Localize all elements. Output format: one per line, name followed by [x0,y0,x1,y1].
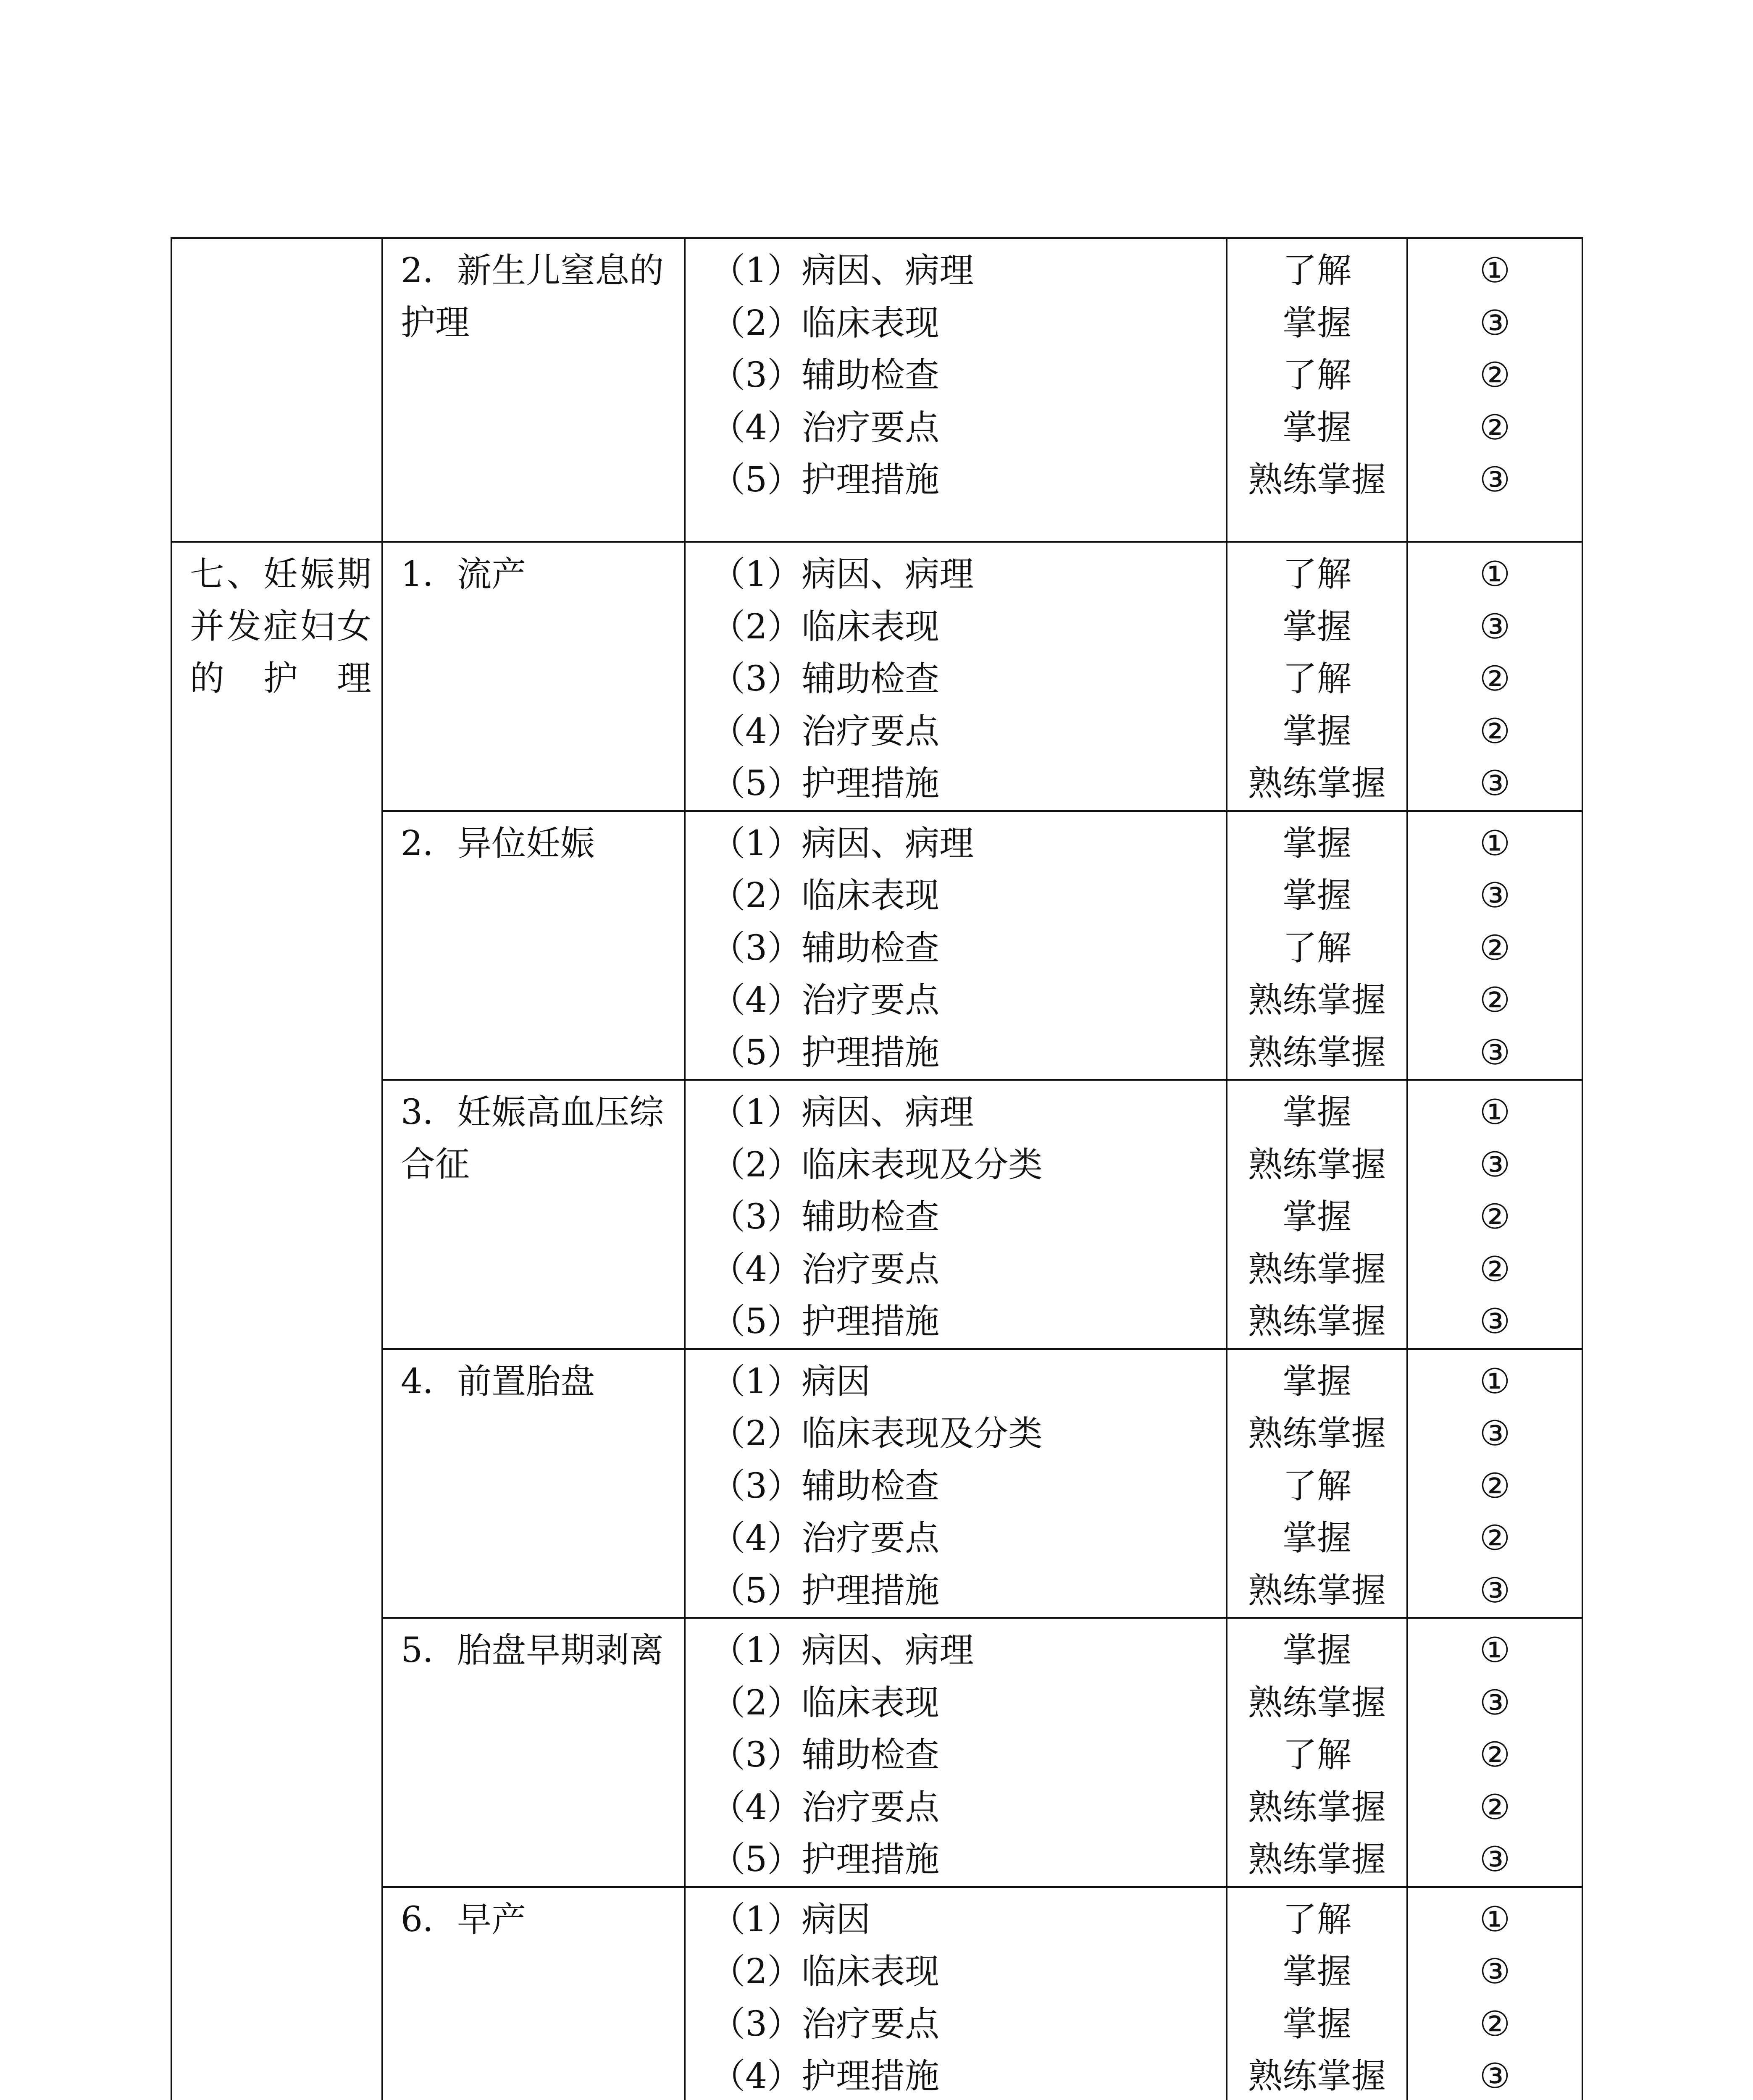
items-cell [685,811,1227,1080]
level-cell [1227,238,1407,542]
content-item: （4）护理措施 [711,2056,940,2096]
items-cell [685,1080,1227,1349]
content-item: （5）护理措施 [711,460,940,500]
requirement-mark: ③ [1479,460,1511,500]
table-row [171,238,1582,542]
level-cell [1227,811,1407,1080]
mastery-level: 熟练掌握 [1248,1787,1386,1827]
mastery-level: 了解 [1282,1735,1351,1775]
content-item: （4）治疗要点 [711,711,940,751]
requirement-mark: ① [1479,554,1511,594]
content-item: （3）辅助检查 [711,1466,940,1506]
requirement-mark: ③ [1479,1570,1511,1611]
mastery-level: 熟练掌握 [1248,1683,1386,1723]
mastery-level: 熟练掌握 [1248,1249,1386,1289]
requirement-mark: ③ [1479,606,1511,647]
content-item: （4）治疗要点 [711,1787,940,1827]
content-item: （4）治疗要点 [711,980,940,1020]
mastery-level: 熟练掌握 [1248,980,1386,1020]
mastery-level: 熟练掌握 [1248,1840,1386,1880]
topic-cell [382,811,685,1080]
requirement-mark: ② [1479,1466,1511,1506]
content-item: （3）辅助检查 [711,659,940,699]
requirement-mark: ③ [1479,1414,1511,1454]
requirement-mark: ③ [1479,1683,1511,1723]
table-row [171,1349,1582,1618]
requirement-mark: ③ [1479,764,1511,803]
content-item: （1）病因、病理 [711,251,974,291]
mastery-level: 掌握 [1282,1952,1351,1992]
section-cell [171,542,382,2100]
level-cell [1227,1887,1407,2100]
topic-cell [382,1618,685,1887]
requirement-mark: ③ [1479,1840,1511,1880]
mastery-level: 掌握 [1282,606,1351,647]
mastery-level: 掌握 [1282,1518,1351,1558]
content-item: （1）病因、病理 [711,554,974,594]
topic-title: 1．流产 [401,554,526,594]
content-item: （3）辅助检查 [711,355,940,395]
content-item: （2）临床表现 [711,1952,940,1992]
requirement-mark: ③ [1479,1032,1511,1073]
requirement-mark: ② [1479,407,1511,448]
topic-title: 5．胎盘早期剥离 [401,1630,664,1670]
items-cell [685,1618,1227,1887]
content-item: （5）护理措施 [711,1570,940,1611]
table-row [171,1080,1582,1349]
items-cell [685,1887,1227,2100]
mastery-level: 熟练掌握 [1248,2056,1386,2096]
mastery-level: 掌握 [1282,1361,1351,1402]
topic-cell [382,542,685,811]
content-item: （2）临床表现 [711,1683,940,1723]
mastery-level: 熟练掌握 [1248,1570,1386,1611]
level-cell [1227,1349,1407,1618]
requirement-mark: ② [1479,1787,1511,1827]
requirement-cell [1407,1618,1582,1887]
content-item: （5）护理措施 [711,1302,940,1341]
mastery-level: 掌握 [1282,1630,1351,1670]
mastery-level: 掌握 [1282,2004,1351,2044]
table-row [171,1618,1582,1887]
table-row [171,1887,1582,2100]
content-item: （2）临床表现 [711,876,940,916]
items-cell [685,238,1227,542]
content-item: （1）病因 [711,1899,871,1940]
mastery-level: 了解 [1282,251,1351,291]
level-cell [1227,1080,1407,1349]
content-item: （4）治疗要点 [711,1249,940,1289]
requirement-cell [1407,1080,1582,1349]
requirement-mark: ③ [1479,2056,1511,2096]
requirement-mark: ① [1479,1092,1511,1132]
content-item: （4）治疗要点 [711,407,940,448]
level-cell [1227,542,1407,811]
requirement-mark: ① [1479,1899,1511,1940]
mastery-level: 了解 [1282,355,1351,395]
mastery-level: 熟练掌握 [1248,460,1386,500]
requirement-mark: ② [1479,2004,1511,2044]
requirement-mark: ② [1479,1735,1511,1775]
requirement-mark: ① [1479,1630,1511,1670]
content-item: （1）病因、病理 [711,1092,974,1132]
requirement-mark: ② [1479,1197,1511,1237]
requirement-cell [1407,1887,1582,2100]
mastery-level: 了解 [1282,928,1351,968]
topic-cell [382,1080,685,1349]
mastery-level: 掌握 [1282,407,1351,448]
mastery-level: 掌握 [1282,876,1351,916]
requirement-mark: ② [1479,1518,1511,1558]
content-item: （3）辅助检查 [711,928,940,968]
topic-cell [382,1887,685,2100]
content-item: （1）病因、病理 [711,823,974,864]
content-item: （3）辅助检查 [711,1197,940,1237]
requirement-mark: ② [1479,1249,1511,1289]
mastery-level: 了解 [1282,554,1351,594]
content-item: （5）护理措施 [711,764,940,803]
mastery-level: 熟练掌握 [1248,764,1386,803]
topic-title: 2．新生儿窒息的护理 [401,251,664,343]
requirement-mark: ③ [1479,303,1511,343]
mastery-level: 熟练掌握 [1248,1032,1386,1073]
syllabus-table [171,237,1583,2100]
table-row [171,811,1582,1080]
mastery-level: 了解 [1282,1899,1351,1940]
content-item: （2）临床表现 [711,606,940,647]
items-cell [685,1349,1227,1618]
requirement-cell [1407,811,1582,1080]
content-item: （5）护理措施 [711,1032,940,1073]
requirement-mark: ① [1479,1361,1511,1402]
topic-title: 4．前置胎盘 [401,1361,595,1402]
requirement-cell [1407,238,1582,542]
requirement-mark: ② [1479,928,1511,968]
level-cell [1227,1618,1407,1887]
table-row [171,542,1582,811]
requirement-mark: ② [1479,659,1511,699]
mastery-level: 掌握 [1282,1092,1351,1132]
requirement-mark: ② [1479,980,1511,1020]
content-item: （5）护理措施 [711,1840,940,1880]
mastery-level: 熟练掌握 [1248,1414,1386,1454]
requirement-cell [1407,542,1582,811]
topic-cell [382,1349,685,1618]
topic-title: 6．早产 [401,1899,526,1940]
requirement-mark: ③ [1479,876,1511,916]
content-item: （2）临床表现 [711,303,940,343]
mastery-level: 熟练掌握 [1248,1302,1386,1341]
topic-cell [382,238,685,542]
content-item: （3）治疗要点 [711,2004,940,2044]
items-cell [685,542,1227,811]
requirement-mark: ② [1479,711,1511,751]
content-item: （1）病因、病理 [711,1630,974,1670]
mastery-level: 了解 [1282,1466,1351,1506]
requirement-mark: ① [1479,823,1511,864]
section-title: 七、妊娠期并发症妇女的护理 [190,554,371,698]
content-item: （3）辅助检查 [711,1735,940,1775]
mastery-level: 掌握 [1282,1197,1351,1237]
requirement-mark: ① [1479,251,1511,291]
section-cell [171,238,382,542]
mastery-level: 掌握 [1282,823,1351,864]
requirement-mark: ③ [1479,1952,1511,1992]
requirement-mark: ② [1479,355,1511,395]
topic-title: 2．异位妊娠 [401,823,595,864]
requirement-mark: ③ [1479,1302,1511,1341]
mastery-level: 熟练掌握 [1248,1144,1386,1185]
mastery-level: 了解 [1282,659,1351,699]
mastery-level: 掌握 [1282,711,1351,751]
mastery-level: 掌握 [1282,303,1351,343]
content-item: （2）临床表现及分类 [711,1144,1043,1185]
content-item: （2）临床表现及分类 [711,1414,1043,1454]
requirement-cell [1407,1349,1582,1618]
content-item: （4）治疗要点 [711,1518,940,1558]
topic-title: 3．妊娠高血压综合征 [401,1092,664,1184]
requirement-mark: ③ [1479,1144,1511,1185]
content-item: （1）病因 [711,1361,871,1402]
